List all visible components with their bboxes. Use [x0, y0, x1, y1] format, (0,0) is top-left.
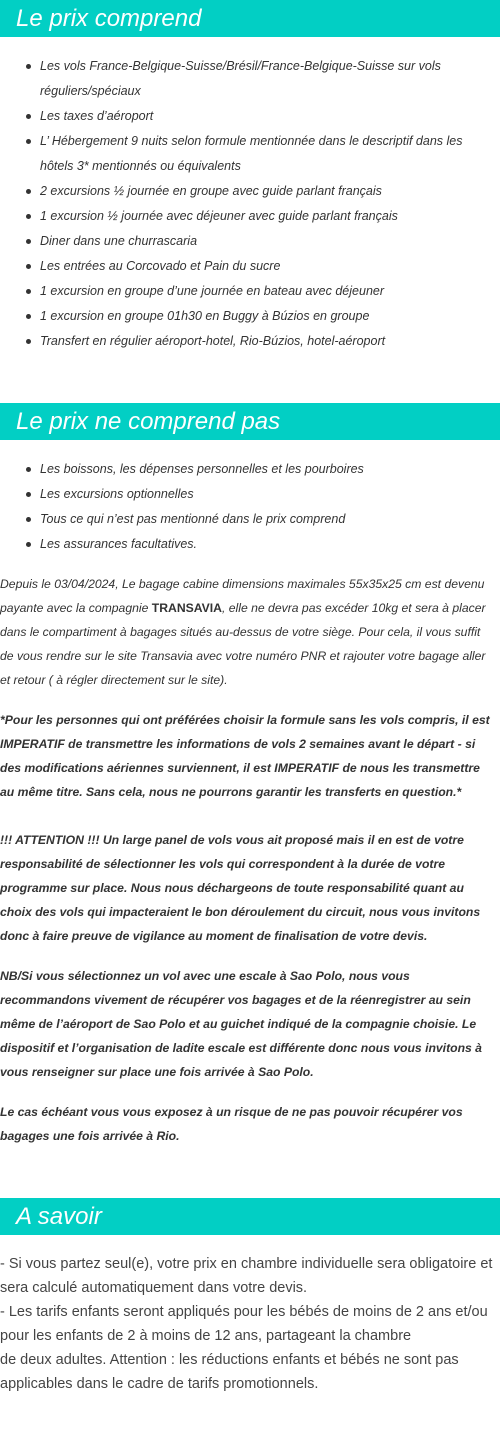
list-item: 2 excursions ½ journée en groupe avec guide parlant français	[0, 179, 500, 204]
savoir-line: - Les tarifs enfants seront appliqués pour les bébés de moins de 2 ans et/ou pour les enfants de 2 à moins de 12 ans, partageant la chambre	[0, 1304, 488, 1344]
baggage-note-text: , elle ne devra pas excéder 10kg et sera à placer dans le compartiment à bagages situés au-dessus de votre siège. Pour cela, il vous suffit de vous rendre sur le site Transavia avec votre numéro PNR et rajouter votre bagage aller et retour ( à régler directement sur le site).	[0, 601, 486, 687]
included-list	[0, 54, 500, 354]
savoir-text	[0, 1252, 500, 1396]
list-item: Les boissons, les dépenses personnelles et les pourboires	[0, 457, 500, 482]
list-item: 1 excursion en groupe 01h30 en Buggy à Búzios en groupe	[0, 304, 500, 329]
list-item: 1 excursion ½ journée avec déjeuner avec guide parlant français	[0, 204, 500, 229]
list-item: 1 excursion en groupe d’une journée en bateau avec déjeuner	[0, 279, 500, 304]
list-item: Les vols France-Belgique-Suisse/Brésil/France-Belgique-Suisse sur vols réguliers/spéciaux	[0, 54, 500, 104]
savoir-line: de deux adultes. Attention : les réductions enfants et bébés ne sont pas applicables dans le cadre de tarifs promotionnels.	[0, 1352, 459, 1392]
baggage-note-text: Depuis le 03/04/2024, Le bagage cabine dimensions maximales 55x35x25 cm est devenu payante avec la compagnie	[0, 577, 485, 615]
attention-note: !!! ATTENTION !!! Un large panel de vols vous ait proposé mais il en est de votre responsabilité de sélectionner les vols qui correspondent à la durée de votre programme sur place. Nous nous déchargeons de toute responsabilité quant au choix des vols qui impacteraient le bon déroulement du circuit, nous vous invitons donc à faire preuve de vigilance au moment de finalisation de votre devis.	[0, 833, 481, 943]
list-item: Transfert en régulier aéroport-hotel, Rio-Búzios, hotel-aéroport	[0, 329, 500, 354]
list-item: Diner dans une churrascaria	[0, 229, 500, 254]
rio-note: Le cas échéant vous vous exposez à un risque de ne pas pouvoir récupérer vos bagages une fois arrivée à Rio.	[0, 1105, 463, 1143]
section-header-savoir: A savoir	[0, 1198, 500, 1235]
savoir-line: - Si vous partez seul(e), votre prix en chambre individuelle sera obligatoire et sera calculé automatiquement dans votre devis.	[0, 1256, 493, 1296]
flights-info-note: *Pour les personnes qui ont préférées choisir la formule sans les vols compris, il est IMPERATIF de transmettre les informations de vols 2 semaines avant le départ - si des modifications aériennes surviennent, il est IMPERATIF de nous les transmettre au même titre. Sans cela, nous ne pourrons garantir les transferts en question.*	[0, 713, 490, 799]
airline-name: TRANSAVIA	[151, 601, 222, 615]
excluded-list	[0, 457, 500, 557]
sao-paulo-note: NB/Si vous sélectionnez un vol avec une escale à Sao Polo, nous vous recommandons vivement de récupérer vos bagages et de la réenregistrer au sein même de l’aéroport de Sao Polo et au guichet indiqué de la compagnie choisie. Le dispositif et l’organisation de ladite escale est différente donc nous vous invitons à vous renseigner sur place une fois arrivée à Sao Polo.	[0, 969, 482, 1079]
list-item: Les entrées au Corcovado et Pain du sucre	[0, 254, 500, 279]
list-item: Les excursions optionnelles	[0, 482, 500, 507]
section-header-included: Le prix comprend	[0, 0, 500, 37]
list-item: Tous ce qui n’est pas mentionné dans le prix comprend	[0, 507, 500, 532]
list-item: Les assurances facultatives.	[0, 532, 500, 557]
section-header-excluded: Le prix ne comprend pas	[0, 403, 500, 440]
list-item: Les taxes d’aéroport	[0, 104, 500, 129]
baggage-note	[0, 572, 496, 692]
list-item: L’ Hébergement 9 nuits selon formule mentionnée dans le descriptif dans les hôtels 3* mentionnés ou équivalents	[0, 129, 500, 179]
